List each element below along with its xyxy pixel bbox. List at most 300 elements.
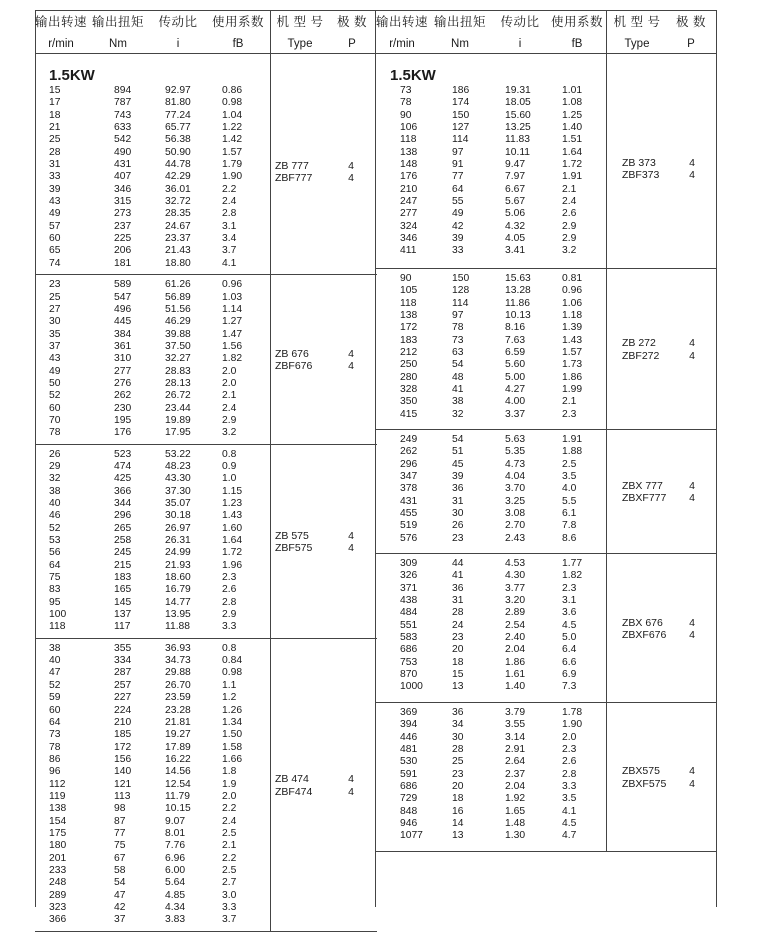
pole-value: 4	[348, 159, 354, 172]
table-row	[35, 729, 377, 741]
ratio-cell: 4.53	[505, 558, 526, 570]
ratio-cell: 23.59	[165, 692, 191, 704]
pole-count	[682, 157, 702, 182]
speed-cell: 57	[49, 220, 61, 232]
factor-cell: 0.98	[222, 667, 243, 679]
ratio-cell: 2.04	[505, 644, 526, 656]
ratio-cell: 9.07	[165, 815, 186, 827]
torque-cell: 25	[452, 756, 464, 768]
table-row	[35, 498, 377, 510]
speed-cell: 411	[400, 245, 417, 257]
ratio-cell: 3.37	[505, 408, 526, 420]
ratio-cell: 6.00	[165, 864, 186, 876]
speed-cell: 38	[49, 485, 61, 497]
table-row	[35, 803, 377, 815]
factor-cell: 2.0	[222, 377, 237, 389]
group-rows	[35, 445, 377, 638]
ratio-cell: 1.86	[505, 656, 526, 668]
speed-cell: 56	[49, 547, 61, 559]
ratio-cell: 17.89	[165, 741, 191, 753]
factor-cell: 1.72	[222, 547, 243, 559]
speed-cell: 848	[400, 805, 418, 817]
torque-cell: 128	[452, 285, 470, 297]
table-row	[376, 298, 716, 310]
factor-cell: 2.4	[222, 196, 237, 208]
torque-cell: 44	[452, 558, 464, 570]
ratio-cell: 8.01	[165, 827, 186, 839]
factor-cell: 1.88	[562, 446, 583, 458]
table-row	[35, 258, 377, 270]
table-row	[376, 156, 716, 171]
speed-cell: 90	[400, 272, 412, 284]
table-row	[35, 366, 377, 378]
torque-cell: 165	[114, 584, 132, 596]
factor-cell: 3.2	[222, 427, 237, 439]
torque-cell: 26	[452, 520, 464, 532]
model-type	[275, 348, 312, 373]
table-row	[376, 744, 716, 756]
torque-cell: 547	[114, 291, 132, 303]
factor-cell: 3.7	[222, 245, 237, 257]
pole-value: 4	[689, 156, 695, 169]
speed-cell: 105	[400, 285, 418, 297]
torque-cell: 67	[114, 852, 126, 864]
model-name: ZB 474	[275, 773, 309, 786]
model-type	[622, 337, 659, 362]
table-row	[35, 390, 377, 402]
factor-cell: 2.3	[562, 743, 577, 755]
right-blocks	[376, 54, 716, 852]
table-row	[35, 461, 377, 473]
speed-cell: 175	[49, 827, 67, 839]
torque-cell: 185	[114, 729, 132, 741]
torque-cell: 31	[452, 495, 464, 507]
factor-cell: 0.9	[222, 460, 237, 472]
factor-cell: 1.1	[222, 679, 237, 691]
torque-cell: 49	[452, 208, 464, 220]
torque-cell: 39	[452, 470, 464, 482]
table-row	[376, 168, 716, 183]
torque-cell: 225	[114, 233, 132, 245]
ratio-cell: 37.50	[165, 340, 191, 352]
ratio-cell: 4.05	[505, 233, 526, 245]
speed-cell: 289	[49, 889, 67, 901]
model-group-2	[376, 269, 716, 430]
table-row	[35, 122, 377, 134]
table-row	[35, 134, 377, 146]
ratio-cell: 6.59	[505, 346, 526, 358]
factor-cell: 3.3	[222, 621, 237, 633]
speed-cell: 366	[49, 914, 67, 926]
table-row	[35, 717, 377, 729]
pole-value: 4	[348, 785, 354, 798]
ratio-cell: 5.35	[505, 446, 526, 458]
factor-cell: 2.3	[562, 408, 577, 420]
table-row	[376, 719, 716, 731]
pole-value: 4	[348, 360, 354, 373]
torque-cell: 431	[114, 159, 132, 171]
speed-cell: 415	[400, 408, 418, 420]
power-rating: 1.5KW	[49, 67, 95, 84]
ratio-cell: 36.01	[165, 183, 191, 195]
ratio-cell: 35.07	[165, 498, 191, 509]
speed-cell: 33	[49, 171, 61, 183]
factor-cell: 4.5	[562, 619, 577, 631]
table-header	[35, 10, 377, 54]
torque-cell: 41	[452, 383, 464, 395]
pole-value: 4	[348, 347, 354, 360]
factor-cell: 1.34	[222, 716, 243, 728]
table-row	[35, 415, 377, 427]
speed-cell: 183	[400, 334, 418, 346]
torque-cell: 97	[452, 309, 464, 321]
factor-cell: 1.2	[222, 692, 237, 704]
table-row	[35, 705, 377, 717]
ratio-cell: 3.70	[505, 483, 526, 495]
speed-cell: 250	[400, 359, 418, 371]
torque-cell: 215	[114, 559, 132, 571]
torque-cell: 24	[452, 619, 464, 631]
factor-cell: 1.23	[222, 498, 243, 509]
ratio-cell: 16.22	[165, 753, 191, 765]
ratio-cell: 30.18	[165, 510, 191, 522]
group-rows	[35, 275, 377, 443]
factor-cell: 8.6	[562, 532, 577, 544]
factor-cell: 0.96	[222, 279, 243, 291]
factor-cell: 1.04	[222, 109, 243, 121]
table-row	[35, 523, 377, 535]
factor-cell: 1.18	[562, 309, 583, 321]
torque-cell: 384	[114, 328, 132, 340]
ratio-cell: 2.91	[505, 743, 526, 755]
factor-cell: 1.91	[562, 171, 583, 183]
table-row	[376, 806, 716, 818]
ratio-cell: 46.29	[165, 316, 191, 328]
factor-cell: 2.0	[562, 731, 577, 743]
factor-cell: 2.5	[562, 458, 577, 470]
torque-cell: 894	[114, 85, 132, 96]
torque-cell: 237	[114, 220, 132, 232]
torque-cell: 407	[114, 171, 132, 183]
left-table	[35, 10, 377, 932]
ratio-cell: 13.95	[165, 609, 191, 621]
ratio-cell: 7.76	[165, 840, 186, 852]
speed-cell: 870	[400, 669, 418, 681]
ratio-cell: 2.70	[505, 520, 526, 532]
pole-value: 4	[689, 349, 695, 362]
factor-cell: 1.8	[222, 766, 237, 778]
speed-cell: 74	[49, 257, 61, 269]
table-row	[35, 597, 377, 609]
ratio-cell: 3.79	[505, 706, 526, 718]
factor-cell: 1.66	[222, 753, 243, 765]
speed-cell: 180	[49, 840, 67, 852]
table-row	[35, 535, 377, 547]
speed-cell: 38	[49, 642, 61, 654]
speed-cell: 551	[400, 619, 418, 631]
speed-cell: 52	[49, 679, 61, 691]
ratio-cell: 92.97	[165, 85, 191, 96]
torque-cell: 183	[114, 572, 132, 584]
torque-cell: 172	[114, 741, 132, 753]
ratio-cell: 39.88	[165, 328, 191, 340]
ratio-cell: 21.93	[165, 559, 191, 571]
speed-cell: 90	[400, 109, 412, 121]
torque-cell: 36	[452, 582, 464, 594]
ratio-cell: 8.16	[505, 322, 526, 334]
factor-cell: 0.98	[222, 97, 243, 109]
ratio-cell: 5.00	[505, 371, 526, 383]
table-row	[35, 667, 377, 679]
speed-cell: 210	[400, 183, 418, 195]
ratio-cell: 12.54	[165, 778, 191, 790]
pole-count	[682, 480, 702, 505]
table-header	[376, 10, 716, 54]
left-blocks	[35, 54, 377, 932]
ratio-cell: 56.38	[165, 134, 191, 146]
torque-cell: 445	[114, 316, 132, 328]
torque-cell: 186	[452, 85, 470, 96]
torque-cell: 490	[114, 146, 132, 158]
speed-cell: 30	[49, 316, 61, 328]
table-row	[376, 347, 716, 359]
ratio-cell: 14.56	[165, 766, 191, 778]
table-row	[376, 85, 716, 97]
speed-cell: 326	[400, 570, 418, 582]
model-name: ZB 777	[275, 159, 309, 172]
ratio-cell: 23.44	[165, 402, 191, 414]
factor-cell: 6.9	[562, 669, 577, 681]
speed-cell: 119	[49, 790, 66, 802]
model-name: ZBF474	[275, 785, 313, 798]
table-row	[376, 384, 716, 396]
torque-cell: 98	[114, 803, 126, 815]
ratio-cell: 24.99	[165, 547, 191, 559]
model-group-4	[376, 554, 716, 703]
ratio-cell: 6.67	[505, 183, 526, 195]
header-pole: 极 数 P	[676, 15, 706, 50]
header-ratio: 传动比 i	[158, 15, 198, 50]
factor-cell: 0.81	[562, 272, 583, 284]
model-name: ZB 373	[622, 156, 656, 169]
torque-cell: 346	[114, 183, 132, 195]
table-row	[376, 134, 716, 146]
table-row	[35, 378, 377, 390]
speed-cell: 519	[400, 520, 418, 532]
table-row	[376, 396, 716, 408]
torque-cell: 366	[114, 485, 132, 497]
speed-cell: 37	[49, 340, 61, 352]
pole-value: 4	[689, 765, 695, 778]
speed-cell: 86	[49, 753, 61, 765]
factor-cell: 2.9	[562, 220, 577, 232]
header-torque: 输出扭矩 Nm	[91, 15, 144, 50]
factor-cell: 2.4	[222, 815, 237, 827]
factor-cell: 2.5	[222, 827, 237, 839]
speed-cell: 176	[400, 171, 418, 183]
table-row	[35, 233, 377, 245]
right-table	[376, 10, 716, 852]
factor-cell: 2.3	[222, 572, 237, 584]
torque-cell: 48	[452, 371, 464, 383]
factor-cell: 2.8	[222, 208, 237, 220]
factor-cell: 6.6	[562, 656, 577, 668]
torque-cell: 137	[114, 609, 132, 621]
ratio-cell: 4.85	[165, 889, 186, 901]
speed-cell: 118	[400, 297, 417, 309]
ratio-cell: 5.64	[165, 877, 186, 889]
table-row	[376, 446, 716, 458]
speed-cell: 60	[49, 704, 61, 716]
table-row	[376, 434, 716, 446]
table-row	[35, 196, 377, 208]
table-row	[35, 147, 377, 159]
model-group-1	[35, 54, 377, 275]
factor-cell: 0.86	[222, 85, 243, 96]
ratio-cell: 10.11	[505, 146, 531, 158]
torque-cell: 77	[114, 827, 126, 839]
table-row	[35, 680, 377, 692]
table-row	[376, 657, 716, 669]
pole-value: 4	[689, 777, 695, 790]
ratio-cell: 7.63	[505, 334, 526, 346]
ratio-cell: 4.27	[505, 383, 526, 395]
factor-cell: 7.3	[562, 681, 577, 693]
torque-cell: 425	[114, 473, 132, 485]
model-name: ZBX 676	[622, 616, 663, 629]
table-row	[35, 742, 377, 754]
speed-cell: 484	[400, 607, 418, 619]
ratio-cell: 4.30	[505, 570, 526, 582]
table-row	[376, 97, 716, 109]
model-type	[622, 480, 666, 505]
torque-cell: 47	[114, 889, 126, 901]
factor-cell: 2.8	[222, 596, 237, 608]
factor-cell: 1.43	[562, 334, 583, 346]
speed-cell: 112	[49, 778, 66, 790]
speed-cell: 1000	[400, 681, 423, 693]
table-row	[35, 316, 377, 328]
ratio-cell: 81.80	[165, 97, 191, 109]
torque-cell: 257	[114, 679, 132, 691]
factor-cell: 1.0	[222, 473, 237, 485]
ratio-cell: 10.15	[165, 803, 191, 815]
speed-cell: 446	[400, 731, 418, 743]
table-row	[376, 732, 716, 744]
torque-cell: 37	[114, 914, 126, 926]
torque-cell: 54	[452, 433, 464, 445]
model-group-4	[35, 639, 377, 932]
torque-cell: 230	[114, 402, 132, 414]
model-type	[622, 157, 659, 182]
model-name: ZB 676	[275, 347, 309, 360]
speed-cell: 26	[49, 448, 61, 460]
ratio-cell: 2.37	[505, 768, 526, 780]
table-row	[376, 273, 716, 285]
table-row	[35, 584, 377, 596]
factor-cell: 1.9	[222, 778, 237, 790]
ratio-cell: 2.64	[505, 756, 526, 768]
factor-cell: 1.64	[562, 146, 583, 158]
table-row	[376, 409, 716, 421]
torque-cell: 20	[452, 644, 464, 656]
speed-cell: 369	[400, 706, 418, 718]
speed-cell: 39	[49, 183, 61, 195]
factor-cell: 2.5	[222, 864, 237, 876]
ratio-cell: 4.73	[505, 458, 526, 470]
ratio-cell: 19.89	[165, 414, 191, 426]
torque-cell: 145	[114, 596, 132, 608]
ratio-cell: 3.83	[165, 914, 186, 926]
torque-cell: 54	[452, 359, 464, 371]
torque-cell: 51	[452, 446, 464, 458]
torque-cell: 16	[452, 805, 464, 817]
pole-count	[682, 337, 702, 362]
speed-cell: 25	[49, 134, 61, 146]
table-row	[35, 692, 377, 704]
speed-cell: 25	[49, 291, 61, 303]
table-row	[35, 329, 377, 341]
torque-cell: 38	[452, 396, 464, 408]
ratio-cell: 1.48	[505, 817, 526, 829]
table-row	[376, 830, 716, 842]
speed-cell: 47	[49, 667, 61, 679]
ratio-cell: 32.27	[165, 353, 191, 365]
speed-cell: 59	[49, 692, 61, 704]
ratio-cell: 14.77	[165, 596, 191, 608]
table-row	[35, 621, 377, 633]
ratio-cell: 2.54	[505, 619, 526, 631]
ratio-cell: 19.31	[505, 85, 531, 96]
factor-cell: 1.25	[562, 109, 583, 121]
speed-cell: 17	[49, 97, 61, 109]
factor-cell: 2.6	[562, 208, 577, 220]
speed-cell: 201	[49, 852, 67, 864]
table-row	[35, 427, 377, 439]
factor-cell: 1.90	[562, 719, 583, 731]
model-name: ZB 272	[622, 337, 656, 350]
factor-cell: 5.0	[562, 632, 577, 644]
torque-cell: 296	[114, 510, 132, 522]
factor-cell: 2.4	[562, 196, 577, 208]
ratio-cell: 1.61	[505, 669, 526, 681]
speed-cell: 78	[400, 97, 412, 109]
ratio-cell: 18.60	[165, 572, 191, 584]
power-rating: 1.5KW	[390, 67, 436, 84]
torque-cell: 121	[114, 778, 132, 790]
speed-cell: 75	[49, 572, 61, 584]
pole-count	[341, 773, 361, 798]
table-row	[35, 547, 377, 559]
factor-cell: 2.7	[222, 877, 237, 889]
ratio-cell: 23.37	[165, 233, 191, 245]
speed-cell: 52	[49, 390, 61, 402]
factor-cell: 2.9	[222, 414, 237, 426]
table-row	[35, 791, 377, 803]
factor-cell: 0.8	[222, 642, 237, 654]
ratio-cell: 15.63	[505, 272, 531, 284]
torque-cell: 150	[452, 272, 470, 284]
table-row	[35, 159, 377, 171]
speed-cell: 49	[49, 208, 61, 220]
factor-cell: 1.58	[222, 741, 243, 753]
speed-cell: 60	[49, 402, 61, 414]
model-name: ZBF373	[622, 168, 660, 181]
speed-cell: 154	[49, 815, 67, 827]
ratio-cell: 23.28	[165, 704, 191, 716]
torque-cell: 195	[114, 414, 132, 426]
speed-cell: 277	[400, 208, 418, 220]
